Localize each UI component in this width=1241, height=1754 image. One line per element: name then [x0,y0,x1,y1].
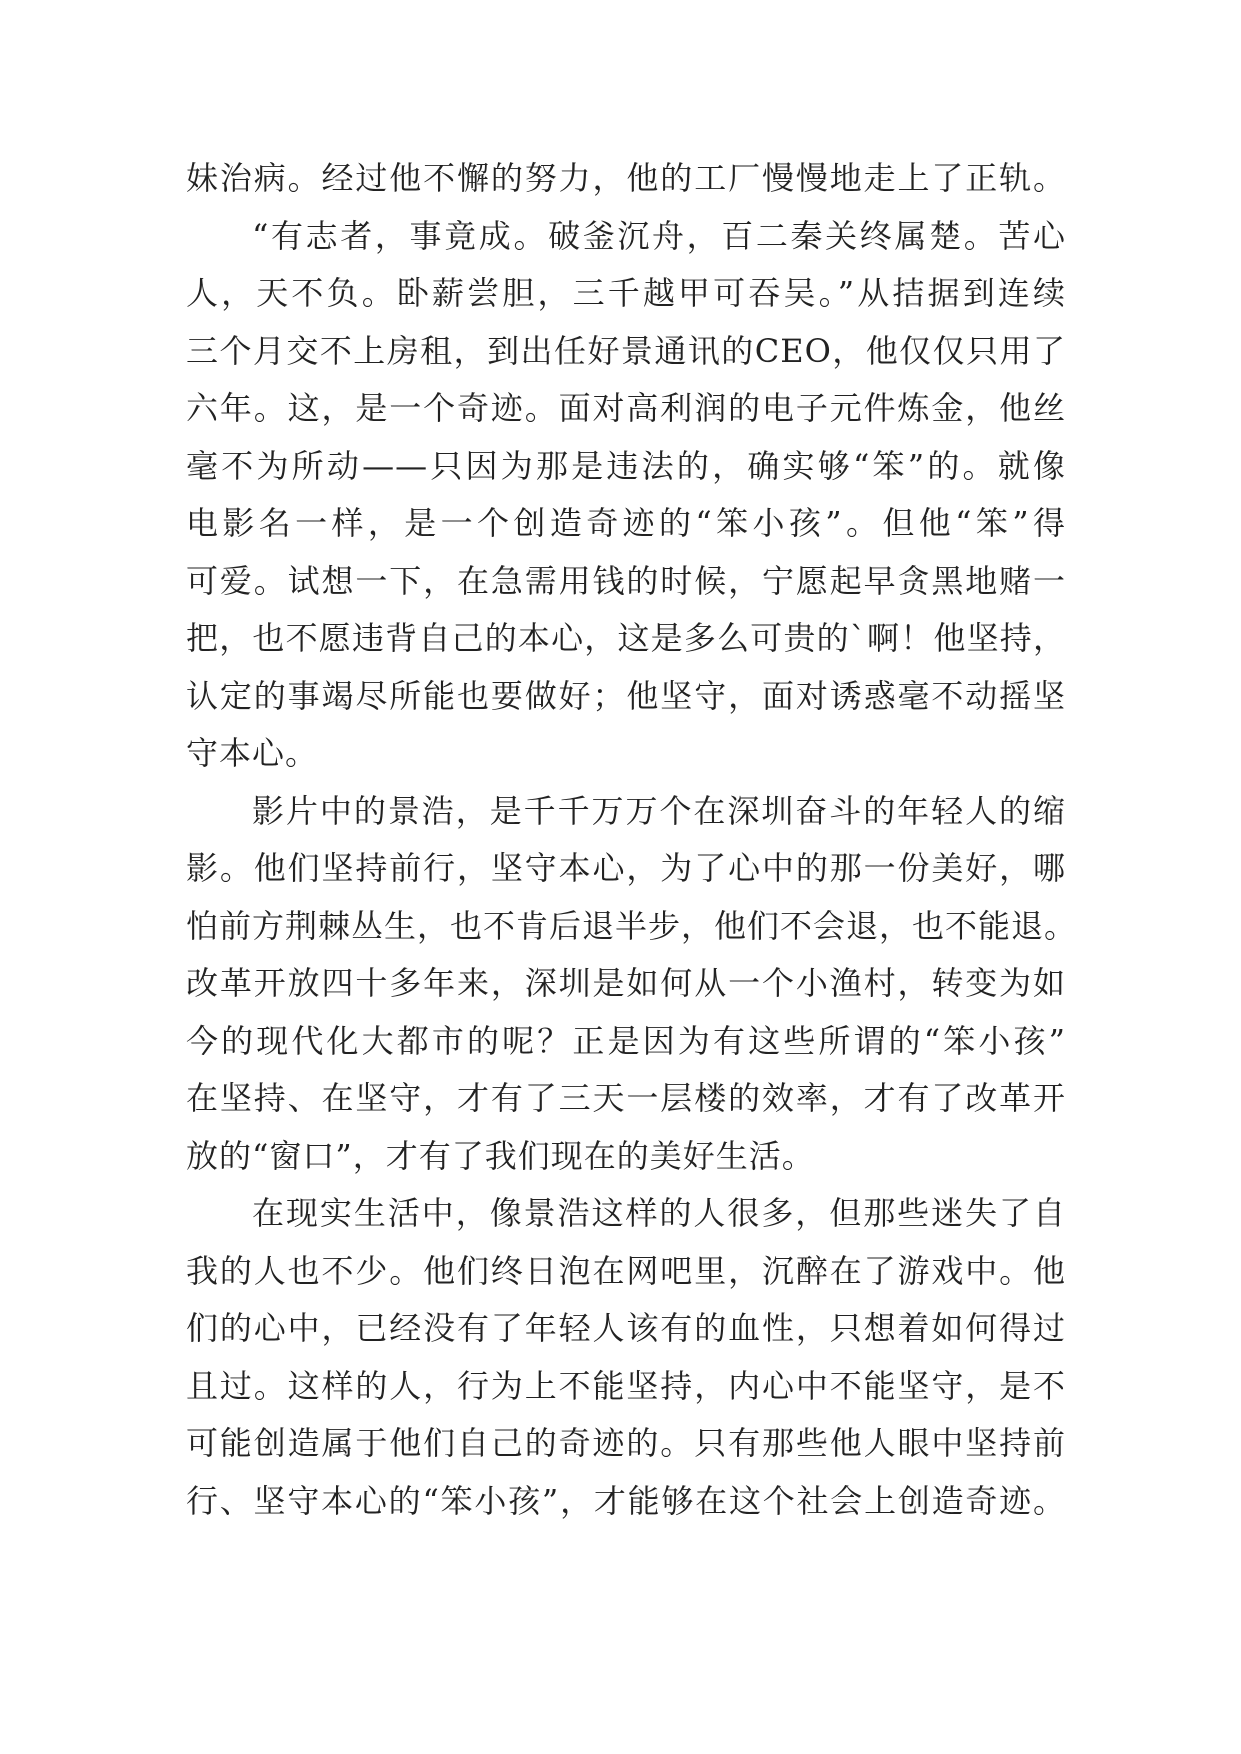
text-line: 放的“窗口”，才有了我们现在的美好生活。 [186,1136,815,1175]
text-line: 毫不为所动——只因为那是违法的，确实够“笨”的。就像 [186,446,1066,485]
text-line: 怕前方荆棘丛生，也不肯后退半步，他们不会退，也不能退。 [186,906,1078,945]
text-line: 守本心。 [186,734,319,772]
text-line: 今的现代化大都市的呢？正是因为有这些所谓的“笨小孩” [186,1021,1066,1060]
text-line: 可能创造属于他们自己的奇迹的。只有那些他人眼中坚持前 [186,1424,1066,1462]
text-line: 影。他们坚持前行，坚守本心，为了心中的那一份美好，哪 [186,849,1066,887]
text-line: 妹治病。经过他不懈的努力，他的工厂慢慢地走上了正轨。 [186,159,1066,197]
text-line: “有志者，事竟成。破釜沉舟，百二秦关终属楚。苦心 [252,216,1066,255]
text-line: 在现实生活中，像景浩这样的人很多，但那些迷失了自 [252,1194,1066,1232]
body-text [186,150,1078,1530]
text-line: 三个月交不上房租，到出任好景通讯的CEO，他仅仅只用了 [186,331,1066,370]
text-line: 认定的事竭尽所能也要做好；他坚守，面对诱惑毫不动摇坚 [186,676,1066,715]
text-line: 把，也不愿违背自己的本心，这是多么可贵的`啊！他坚持， [186,619,1066,657]
text-line: 且过。这样的人，行为上不能坚持，内心中不能坚守，是不 [186,1366,1066,1405]
text-line: 六年。这，是一个奇迹。面对高利润的电子元件炼金，他丝 [186,389,1066,427]
text-line: 改革开放四十多年来，深圳是如何从一个小渔村，转变为如 [186,964,1066,1002]
text-line: 可爱。试想一下，在急需用钱的时候，宁愿起早贪黑地赌一 [186,561,1066,600]
text-line: 人，天不负。卧薪尝胆，三千越甲可吞吴。”从拮据到连续 [186,274,1066,312]
text-line: 影片中的景浩，是千千万万个在深圳奋斗的年轻人的缩 [252,791,1066,830]
text-line: 在坚持、在坚守，才有了三天一层楼的效率，才有了改革开 [186,1079,1066,1117]
text-line: 我的人也不少。他们终日泡在网吧里，沉醉在了游戏中。他 [186,1251,1066,1290]
text-line: 们的心中，已经没有了年轻人该有的血性，只想着如何得过 [186,1309,1066,1347]
text-line: 行、坚守本心的“笨小孩”，才能够在这个社会上创造奇迹。 [186,1481,1066,1520]
text-line: 电影名一样，是一个创造奇迹的“笨小孩”。但他“笨”得 [186,504,1066,542]
